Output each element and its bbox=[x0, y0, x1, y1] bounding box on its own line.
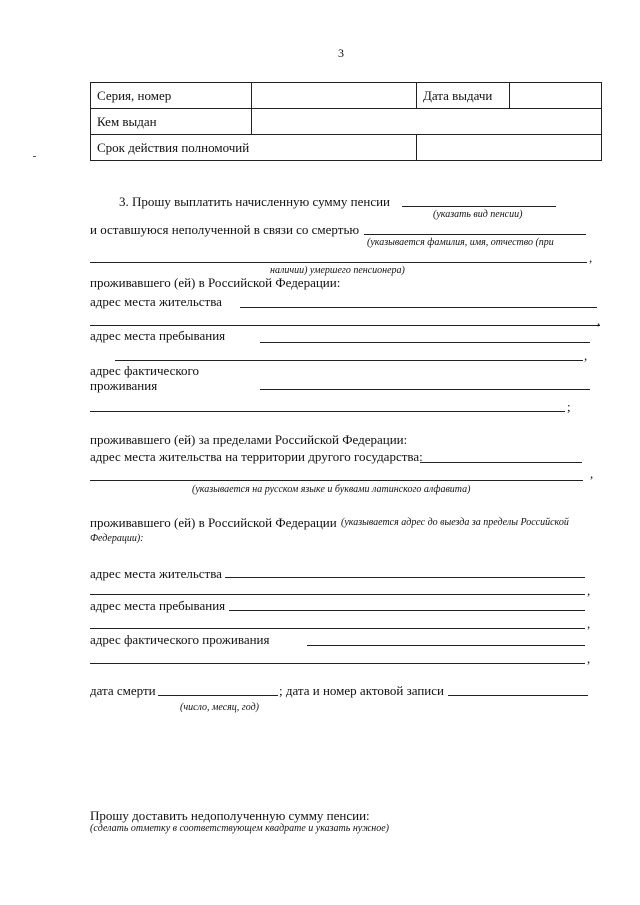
scan-speck bbox=[33, 156, 36, 157]
stay-address-field-2[interactable] bbox=[115, 360, 583, 361]
unpaid-text: и оставшуюся неполученной в связи со смертью bbox=[90, 222, 360, 237]
actual-address-2-label: адрес фактического проживания bbox=[90, 632, 270, 647]
issue-date-label: Дата выдачи bbox=[417, 83, 510, 109]
series-number-label: Серия, номер bbox=[91, 83, 252, 109]
stay-address-field[interactable] bbox=[260, 342, 590, 343]
delivery-request: Прошу доставить недополученную сумму пенсии: bbox=[90, 808, 370, 823]
residence-address-field-2[interactable] bbox=[90, 325, 600, 326]
comma-mark: , bbox=[587, 583, 591, 598]
lived-in-rf-heading: проживавшего (ей) в Российской Федерации: bbox=[90, 275, 341, 290]
delivery-hint: (сделать отметку в соответствующем квадрате и указать нужное) bbox=[90, 823, 390, 834]
actual-address-2-field-2[interactable] bbox=[90, 663, 585, 664]
before-departure-hint-1: (указывается адрес до выезда за пределы Российской bbox=[341, 517, 569, 528]
pension-type-field[interactable] bbox=[402, 206, 556, 207]
residence-address-2-field[interactable] bbox=[225, 577, 585, 578]
authority-term-label: Срок действия полномочий bbox=[91, 135, 417, 161]
residence-address-2-field-2[interactable] bbox=[90, 594, 585, 595]
comma-mark: , bbox=[590, 466, 594, 481]
death-date-label: дата смерти bbox=[90, 683, 156, 698]
authority-term-field[interactable] bbox=[417, 135, 602, 161]
comma-mark: , bbox=[587, 616, 591, 631]
stay-address-label: адрес места пребывания bbox=[90, 328, 226, 343]
request-text: 3. Прошу выплатить начисленную сумму пенсии bbox=[119, 194, 391, 209]
foreign-residence-label: адрес места жительства на территории другого государства: bbox=[90, 449, 423, 464]
comma-mark: , bbox=[589, 250, 593, 265]
record-field[interactable] bbox=[448, 695, 588, 696]
issue-date-field[interactable] bbox=[510, 83, 602, 109]
comma-mark: , bbox=[587, 651, 591, 666]
issued-by-field[interactable] bbox=[252, 109, 602, 135]
stay-address-2-label: адрес места пребывания bbox=[90, 598, 226, 613]
stay-address-2-field[interactable] bbox=[229, 610, 585, 611]
page-number: 3 bbox=[338, 46, 344, 60]
death-date-hint: (число, месяц, год) bbox=[180, 702, 259, 713]
record-label: ; дата и номер актовой записи bbox=[279, 683, 444, 698]
actual-address-field[interactable] bbox=[260, 389, 590, 390]
foreign-residence-field[interactable] bbox=[420, 462, 582, 463]
residence-address-label: адрес места жительства bbox=[90, 294, 222, 309]
issued-by-label: Кем выдан bbox=[91, 109, 252, 135]
actual-address-label-2: проживания bbox=[90, 378, 158, 393]
actual-address-label-1: адрес фактического bbox=[90, 363, 200, 378]
actual-address-2-field[interactable] bbox=[307, 645, 585, 646]
foreign-residence-field-2[interactable] bbox=[90, 480, 583, 481]
latin-hint: (указывается на русском языке и буквами латинского алфавита) bbox=[192, 484, 471, 495]
stay-address-2-field-2[interactable] bbox=[90, 628, 585, 629]
name-hint-part1: (указывается фамилия, имя, отчество (при bbox=[367, 237, 554, 248]
residence-address-field[interactable] bbox=[240, 307, 597, 308]
series-number-field[interactable] bbox=[252, 83, 417, 109]
deceased-name-field-1[interactable] bbox=[364, 234, 586, 235]
residence-address-2-label: адрес места жительства bbox=[90, 566, 222, 581]
lived-in-rf-before-heading: проживавшего (ей) в Российской Федерации bbox=[90, 515, 337, 530]
lived-abroad-heading: проживавшего (ей) за пределами Российской Федерации: bbox=[90, 432, 408, 447]
name-hint-part2: наличии) умершего пенсионера) bbox=[270, 265, 405, 276]
actual-address-field-2[interactable] bbox=[90, 411, 565, 412]
semicolon-mark: ; bbox=[567, 399, 571, 414]
identity-table bbox=[90, 82, 602, 161]
death-date-field[interactable] bbox=[158, 695, 278, 696]
before-departure-hint-2: Федерации): bbox=[90, 533, 144, 544]
comma-mark: , bbox=[584, 348, 588, 363]
pension-type-hint: (указать вид пенсии) bbox=[433, 209, 523, 220]
comma-mark: , bbox=[597, 313, 601, 328]
deceased-name-field-2[interactable] bbox=[90, 262, 587, 263]
